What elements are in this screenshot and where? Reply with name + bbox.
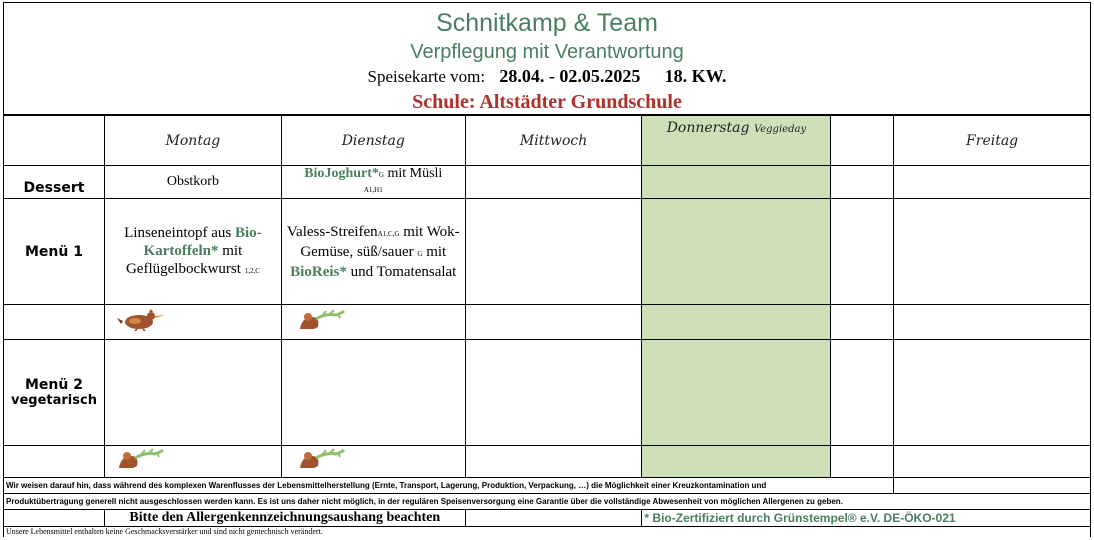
dish-text: mit Wok-Gemüse, süß/sauer	[300, 223, 460, 260]
dessert-monday: Obstkorb	[104, 166, 281, 199]
allergen-code: G	[378, 171, 384, 179]
row-label-menu2-sub: vegetarisch	[11, 393, 97, 408]
menu-label: Speisekarte vom:	[367, 67, 486, 86]
bio-certification: * Bio-Zertifiziert durch Grünstempel® e.V. DE-ÖKO-021	[642, 510, 1091, 527]
chicken-icon	[115, 309, 167, 331]
veggieday-label: Veggieday	[753, 124, 807, 135]
bio-label: Bio	[304, 166, 325, 181]
dessert-tuesday	[281, 166, 465, 199]
allergen-code: A1,C,G	[377, 229, 400, 238]
empty-cell	[894, 478, 1091, 494]
day-friday: Freitag	[894, 116, 1091, 166]
menu-period	[4, 66, 1090, 87]
footer-line1-row	[4, 478, 1091, 494]
dessert-row	[4, 166, 1091, 199]
empty-cell	[465, 305, 642, 340]
spacer-cell	[831, 166, 894, 199]
empty-cell	[642, 446, 831, 478]
dish-text: mit	[422, 243, 447, 260]
row-label-menu2-title: Menü 2	[24, 377, 83, 393]
day-header-row	[4, 116, 1091, 166]
deer-icon	[115, 448, 165, 470]
menu2-monday	[104, 340, 281, 446]
additives-note: Unsere Lebensmittel enthalten keine Geschmacksverstärker und sind nicht gentechnisch verändert.	[4, 527, 1091, 537]
deer-icon	[296, 448, 346, 470]
dessert-wednesday	[465, 166, 642, 199]
menu2-tuesday-icon-cell	[281, 446, 465, 478]
menu2-icon-row	[4, 446, 1091, 478]
dessert-tuesday-rest: mit Müsli	[383, 166, 443, 181]
day-tuesday: Dienstag	[281, 116, 465, 166]
allergen-note: Bitte den Allergenkennzeichnungsaushang beachten	[104, 510, 465, 527]
disclaimer-line2: Produktübertragung generell nicht ausgeschlossen werden kann. Es ist uns daher nicht möglich, in der regulären Speisenversorgung eine Garantie über die vollständige Abwesenheit von möglichen Allergenen zu geben.	[4, 494, 1091, 510]
spacer-cell	[831, 340, 894, 446]
menu1-friday	[894, 199, 1091, 305]
empty-cell	[894, 305, 1091, 340]
day-thursday	[642, 116, 831, 166]
menu1-tuesday-icon-cell	[281, 305, 465, 340]
day-monday: Montag	[104, 116, 281, 166]
menu1-icon-row	[4, 305, 1091, 340]
disclaimer-line1: Wir weisen darauf hin, dass während des komplexen Warenflusses der Lebensmittelherstellung (Ernte, Transport, Lagerung, Produktion, Verpackung, …) die Möglichkeit einer Kreuzkontamination und	[4, 478, 894, 494]
menu2-friday	[894, 340, 1091, 446]
empty-cell	[894, 446, 1091, 478]
bio-label: Reis*	[311, 263, 347, 280]
dish-text: mit Geflügelbockwurst	[125, 242, 243, 277]
menu2-wednesday	[465, 340, 642, 446]
day-thursday-label: Donnerstag	[666, 120, 750, 136]
spacer-cell	[831, 446, 894, 478]
footer-table	[3, 477, 1091, 537]
footer-note-row	[4, 510, 1091, 527]
dish-text: und Tomatensalat	[346, 263, 457, 280]
menu-dates: 28.04. - 02.05.2025	[499, 66, 641, 86]
school-name: Schule: Altstädter Grundschule	[412, 91, 682, 113]
footer-line2-row	[4, 494, 1091, 510]
empty-cell	[465, 446, 642, 478]
allergen-code: 1,2,C	[244, 266, 260, 275]
menu2-row	[4, 340, 1091, 446]
deer-icon	[296, 309, 346, 331]
menu2-thursday	[642, 340, 831, 446]
row-label-menu2	[4, 340, 105, 446]
row-label-menu1: Menü 1	[4, 199, 105, 305]
spacer-cell	[831, 199, 894, 305]
allergen-code: G	[417, 249, 423, 258]
menu2-tuesday	[281, 340, 465, 446]
day-wednesday: Mittwoch	[465, 116, 642, 166]
empty-cell	[4, 446, 105, 478]
spacer-cell	[831, 305, 894, 340]
bio-label: Bio-Kartoffeln*	[143, 224, 262, 259]
corner-cell	[4, 116, 105, 166]
row-label-dessert: Dessert	[4, 166, 105, 199]
header	[3, 2, 1091, 115]
menu-table	[3, 115, 1091, 478]
bio-label: Bio	[290, 263, 312, 280]
empty-cell	[4, 510, 105, 527]
empty-cell	[642, 305, 831, 340]
company-name: Schnitkamp & Team	[436, 9, 658, 37]
menu1-monday-icon-cell	[104, 305, 281, 340]
allergen-code: A1,H1	[363, 186, 383, 194]
empty-cell	[465, 510, 642, 527]
menu1-row	[4, 199, 1091, 305]
dish-text: Linseneintopf aus	[124, 224, 235, 241]
dessert-thursday	[642, 166, 831, 199]
empty-cell	[4, 305, 105, 340]
menu1-thursday	[642, 199, 831, 305]
company-slogan: Verpflegung mit Verantwortung	[410, 41, 684, 63]
dessert-friday	[894, 166, 1091, 199]
spacer-cell	[831, 116, 894, 166]
menu-week: 18. KW.	[664, 66, 727, 86]
menu2-monday-icon-cell	[104, 446, 281, 478]
menu1-monday	[104, 199, 281, 305]
dish-text: Valess-Streifen	[286, 223, 378, 240]
menu1-wednesday	[465, 199, 642, 305]
menu1-tuesday	[281, 199, 465, 305]
dessert-tuesday-item: Joghurt*	[324, 166, 379, 181]
footer-last-row	[4, 527, 1091, 537]
menu-sheet	[3, 2, 1091, 537]
